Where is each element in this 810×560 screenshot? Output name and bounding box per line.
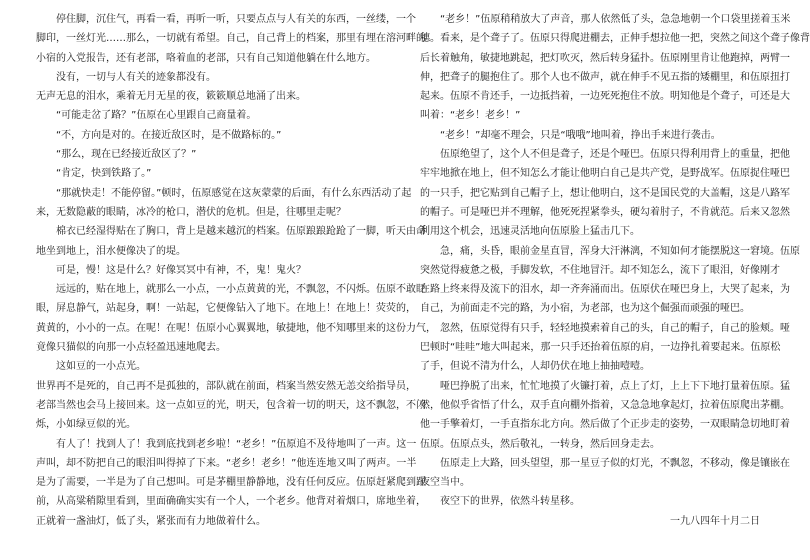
text-line: 脚印，一丝灯光……那么，一切就有希望。自己，自己背上的档案，那里有埋在溶河畔的 <box>36 33 426 45</box>
text-line: 伍原绝望了，这个人不但是聋子，还是个哑巴。伍原只得利用背上的重量，把他 <box>440 149 790 161</box>
text-line: 突然觉得疲惫之极，手脚发软，不住地冒汗。却不知怎么，流下了眼泪，好像刚才 <box>420 264 780 276</box>
text-line: 停住脚，沉住气，再看一看，再听一听，只要点点与人有关的东西，一丝缕，一个 <box>56 14 416 25</box>
text-line: 小宿的入党报告，还有老部，咯着血的老部，只有自己知道他躺在什么地方。 <box>36 52 376 64</box>
text-line: 利用这个机会，迅速灵活地向伍原脸上猛击几下。 <box>420 226 640 238</box>
text-line: 有人了！找到人了！我到底找到老乡啦！“老乡！”伍原追不及待地叫了一声。这一 <box>56 438 417 450</box>
text-line: 没有，一切与人有关的迹象都没有。 <box>56 71 216 83</box>
text-line: 巴顿时“哇哇”地大叫起来，那一只手还抬着伍原的肩，一边挣扎着要起来。伍原松 <box>420 342 781 354</box>
text-line: 可是，慢！这是什么？好像冥冥中有神，不，鬼！鬼火？ <box>56 264 306 276</box>
text-line: 了手，但说不清为什么，人却仍伏在地上抽抽噎噎。 <box>420 361 650 373</box>
text-line: 的帽子。可是哑巴并不理解，他死死捏紧拳头，硬勾着肘子，不肯就范。后来又忽然 <box>420 206 790 218</box>
text-line: 的一只手，把它贴到自己帽子上，想让他明白，这不是国民党的大盖帽，这是八路军 <box>420 187 790 199</box>
text-line: 急，痛，头昏，眼前金星直冒，浑身大汗淋漓，不知如何才能摆脱这一窘境。伍原 <box>440 245 800 257</box>
text-line: 夜空当中。 <box>420 477 470 489</box>
text-line: 地坐到地上，泪水便像决了的堤。 <box>36 245 186 257</box>
text-line: 后长着触角，敏捷地跳起，把灯吹灭，然后转身猛扑。伍原刚里肯让他跑掉，两臂一 <box>420 52 790 64</box>
text-line: “老乡！”却毫不理会，只是“哦哦”地叫着，挣出手来进行袭击。 <box>440 129 721 141</box>
text-line: 牢牢地掀在地上，但不知怎么才能让他明白自己是共产党，是野战军。伍原捉住哑巴 <box>420 168 790 180</box>
text-line: 眼，屏息静气，站起身，啊！一站起，它便像钻入了地下。在地上！在地上！荧荧的， <box>36 303 416 315</box>
text-line: 起来。伍原不肯还手，一边抵挡着，一边死死抱住不放。明知他是个聋子，可还是大 <box>420 91 790 103</box>
text-line: 伸，把聋子的腿抱住了。那个人也不做声，就在伸手不见五指的矮棚里，和伍原扭打 <box>420 71 790 83</box>
text-line: 忽然，伍原觉得有只手，轻轻地摸索着自己的头，自己的帽子，自己的脸颊。哑 <box>440 322 790 334</box>
text-line: 无声无息的泪水，乘着无月无星的夜，簌簌顺总地涌了出来。 <box>36 91 306 103</box>
text-line: 前，从高粱稍隙里看到，里面确确实实有一个人，一个老乡。他背对着烟口，席地坐着， <box>36 496 426 508</box>
right-text-column <box>420 10 810 531</box>
text-line: 穗。看来，是个聋子了。伍原只得爬进棚去，正伸手想拉他一把，突然之间这个聋子像背 <box>420 33 810 45</box>
text-line: 远远的，贴在地上，就那么一小点，一小点黄黄的光，不飘忽，不闪烁。伍原不敢眨 <box>56 284 426 296</box>
text-line: 这如豆的一小点光。 <box>56 361 146 373</box>
text-line: 棉衣已经湿得贴在了胸口，背上是越来越沉的档案。伍原踉踉跄跄了一脚，听天由命 <box>56 226 426 238</box>
text-line: 来，无数隐蔽的眼睛，冰冷的枪口，潜伏的危机。但是，往哪里走呢？ <box>36 206 346 218</box>
text-line: “不，方向是对的。在接近敌区时，是不做路标的。” <box>56 129 282 141</box>
text-line: 叫着：“老乡！老乡！” <box>420 110 521 122</box>
text-line: 声叫，却不防把自己的眼泪叫得掉了下来。“老乡！老乡！”他连连地又叫了两声。一半 <box>36 457 417 469</box>
text-line: “那么，现在已经接近敌区了？” <box>56 149 197 161</box>
text-line: “肯定，快到铁路了。” <box>56 168 152 180</box>
date-line: 一九八四年十月二日 <box>670 515 760 527</box>
text-line: 他一手擎着灯，一手直指东北方向。然后做了个正步走的姿势，一双眼睛急切地盯着 <box>420 419 790 431</box>
text-line: 黄黄的，小小的一点。在呢！在呢！伍原小心翼翼地，敏捷地，他不知哪里来的这份力气， <box>36 322 436 334</box>
text-line: “那就快走！不能停留。”顿时，伍原感觉在这灰蒙蒙的后面，有什么东西活动了起 <box>56 187 412 199</box>
text-line: 自己，为前面走不完的路，为小宿，为老部，也为这个倔强而顽强的哑巴。 <box>420 303 750 315</box>
text-line: 烁，小如绿豆似的光。 <box>36 419 136 431</box>
text-line: 老部当然也会马上接回来。这一点如豆的光，明天，包含着一切的明天，这不飘忽，不闪 <box>36 399 426 411</box>
text-line: 然，他似乎省悟了什么，双手直向棚外指着，又急急地拿起灯，拉着伍原爬出茅棚。 <box>420 399 790 411</box>
left-text-column <box>36 10 436 531</box>
text-line: 在路上终来得及流下的泪水，却一齐奔涌而出。伍原伏在哑巴身上，大哭了起来，为 <box>420 284 790 296</box>
text-line: 哑巴挣脱了出来，忙忙地摸了火镰打着，点上了灯，上上下下地打量着伍原。猛 <box>440 380 790 392</box>
text-line: 世界再不是死的，自己再不是孤独的，部队就在前面，档案当然安然无恙交给指导员， <box>36 380 416 392</box>
text-line: 夜空下的世界，依然斗转星移。 <box>440 496 580 508</box>
text-line: 伍原。伍原点头，然后敬礼，一转身，然后回身走去。 <box>420 438 660 450</box>
text-line: 伍原走上大路，回头望望，那一星豆子似的灯光，不飘忽，不移动，像是镶嵌在 <box>440 457 790 469</box>
text-line: “老乡！”伍原稍稍放大了声音，那人依然低了头，急急地朝一个口袋里搓着玉米 <box>440 14 791 25</box>
text-line: “可能走岔了路？”伍原在心里跟自己商量着。 <box>56 110 257 122</box>
text-line: 是为了需要，一半是为了自己想叫。可是茅棚里静静地，没有任何反应。伍原赶紧爬到跟 <box>36 477 426 489</box>
text-line: 竟像只猫似的向那一小点轻盈迅速地爬去。 <box>36 342 226 354</box>
text-line: 正就着一盏油灯，低了头，紧张而有力地做着什么。 <box>36 515 266 527</box>
